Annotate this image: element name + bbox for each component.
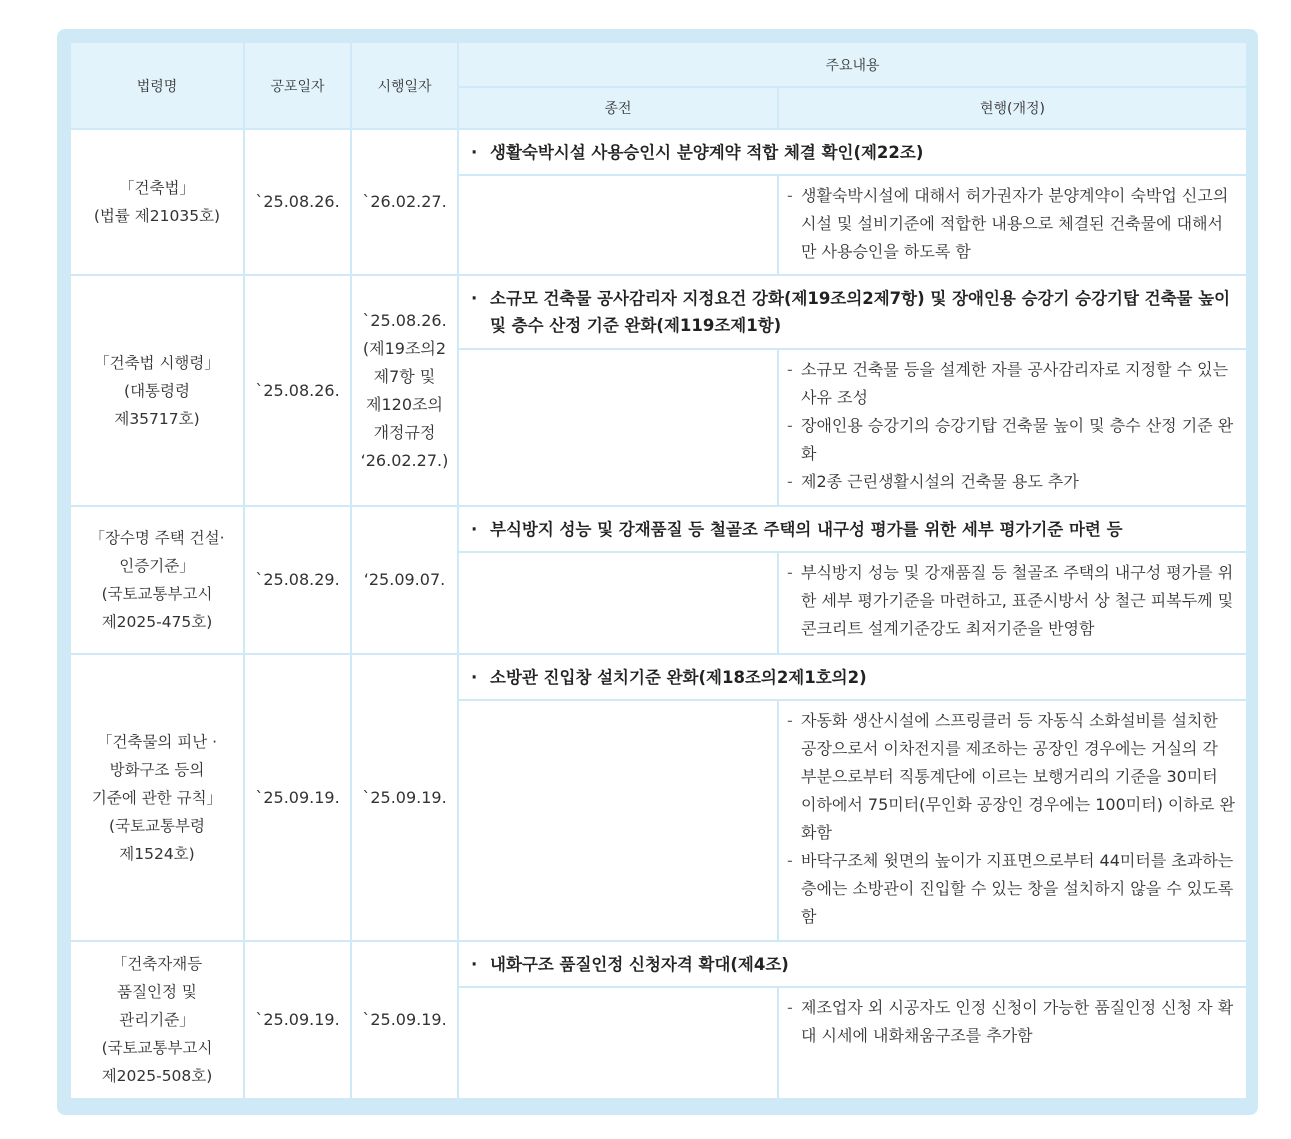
summary-cell: · 소규모 건축물 공사감리자 지정요건 강화(제19조의2제7항) 및 장애인용 승강기 승강기탑 건축물 높이 및 층수 산정 기준 완화(제119조제1항) <box>458 275 1247 349</box>
law-name-cell: 「건축자재등 품질인정 및 관리기준」 (국토교통부고시 제2025-508호) <box>70 941 244 1099</box>
table-frame <box>57 29 1258 1115</box>
bullet-icon: · <box>471 954 478 974</box>
summary-cell: · 생활숙박시설 사용승인시 분양계약 적합 체결 확인(제22조) <box>458 129 1247 175</box>
effective-date-cell: `26.02.27. <box>351 129 458 275</box>
table-row <box>70 275 1247 349</box>
bullet-icon: · <box>471 667 478 687</box>
promulgation-date-cell: `25.08.26. <box>244 275 351 506</box>
table-row <box>70 129 1247 175</box>
summary-cell: · 부식방지 성능 및 강재품질 등 철골조 주택의 내구성 평가를 위한 세부 평가기준 마련 등 <box>458 506 1247 552</box>
before-cell <box>458 552 778 654</box>
current-cell: - 생활숙박시설에 대해서 허가권자가 분양계약이 숙박업 신고의 시설 및 설비기준에 적합한 내용으로 체결된 건축물에 대해서만 사용승인을 하도록 함 <box>778 175 1247 275</box>
before-cell <box>458 987 778 1099</box>
header-promulgation-date: 공포일자 <box>244 42 351 129</box>
dash-icon: - <box>787 416 793 435</box>
bullet-icon: · <box>471 142 478 162</box>
bullet-icon: · <box>471 289 478 308</box>
current-cell: - 제조업자 외 시공자도 인정 신청이 가능한 품질인정 신청 자 확대 시세에 내화채움구조를 추가함 <box>778 987 1247 1099</box>
effective-date-cell: `25.08.26. (제19조의2 제7항 및 제120조의 개정규정 ‘26.02.27.) <box>351 275 458 506</box>
before-cell <box>458 349 778 506</box>
promulgation-date-cell: `25.09.19. <box>244 941 351 1099</box>
dash-icon: - <box>787 998 793 1017</box>
table-row <box>70 941 1247 987</box>
header-effective-date: 시행일자 <box>351 42 458 129</box>
before-cell <box>458 700 778 941</box>
dash-icon: - <box>787 563 793 582</box>
table-row <box>70 654 1247 700</box>
effective-date-cell: ‘25.09.07. <box>351 506 458 654</box>
effective-date-cell: `25.09.19. <box>351 941 458 1099</box>
effective-date-cell: `25.09.19. <box>351 654 458 941</box>
dash-icon: - <box>787 472 793 491</box>
law-name-cell: 「장수명 주택 건설· 인증기준」 (국토교통부고시 제2025-475호) <box>70 506 244 654</box>
dash-icon: - <box>787 711 793 730</box>
summary-cell: · 소방관 진입창 설치기준 완화(제18조의2제1호의2) <box>458 654 1247 700</box>
law-name-cell: 「건축법 시행령」 (대통령령 제35717호) <box>70 275 244 506</box>
current-cell: - 부식방지 성능 및 강재품질 등 철골조 주택의 내구성 평가를 위한 세부 평가기준을 마련하고, 표준시방서 상 철근 피복두께 및 콘크리트 설계기준강도 최저기준을 반영함 <box>778 552 1247 654</box>
dash-icon: - <box>787 851 793 870</box>
promulgation-date-cell: `25.09.19. <box>244 654 351 941</box>
bullet-icon: · <box>471 519 478 539</box>
dash-icon: - <box>787 360 793 379</box>
law-name-cell: 「건축법」 (법률 제21035호) <box>70 129 244 275</box>
promulgation-date-cell: `25.08.29. <box>244 506 351 654</box>
dash-icon: - <box>787 186 793 205</box>
header-current: 현행(개정) <box>778 87 1247 129</box>
table-row <box>70 506 1247 552</box>
header-law-name: 법령명 <box>70 42 244 129</box>
law-name-cell: 「건축물의 피난 · 방화구조 등의 기준에 관한 규칙」 (국토교통부령 제1524호) <box>70 654 244 941</box>
summary-cell: · 내화구조 품질인정 신청자격 확대(제4조) <box>458 941 1247 987</box>
before-cell <box>458 175 778 275</box>
law-amendment-table <box>69 41 1248 1100</box>
header-main-content: 주요내용 <box>458 42 1247 87</box>
current-cell: - 소규모 건축물 등을 설계한 자를 공사감리자로 지정할 수 있는 사유 조성 - 장애인용 승강기의 승강기탑 건축물 높이 및 층수 산정 기준 완화 - 제2종 근린생활시설의 건축물 용도 추가 <box>778 349 1247 506</box>
current-cell: - 자동화 생산시설에 스프링클러 등 자동식 소화설비를 설치한 공장으로서 이차전지를 제조하는 공장인 경우에는 거실의 각 부분으로부터 직통계단에 이르는 보행거리의 기준을 30미터 이하에서 75미터(무인화 공장인 경우에는 100미터) 이하로 완화함 - 바닥구조체 윗면의 높이가 지표면으로부터 44미터를 초과하는 층에는 소방관이 진입할 수 있는 창을 설치하지 않을 수 있도록 함 <box>778 700 1247 941</box>
promulgation-date-cell: `25.08.26. <box>244 129 351 275</box>
header-before: 종전 <box>458 87 778 129</box>
